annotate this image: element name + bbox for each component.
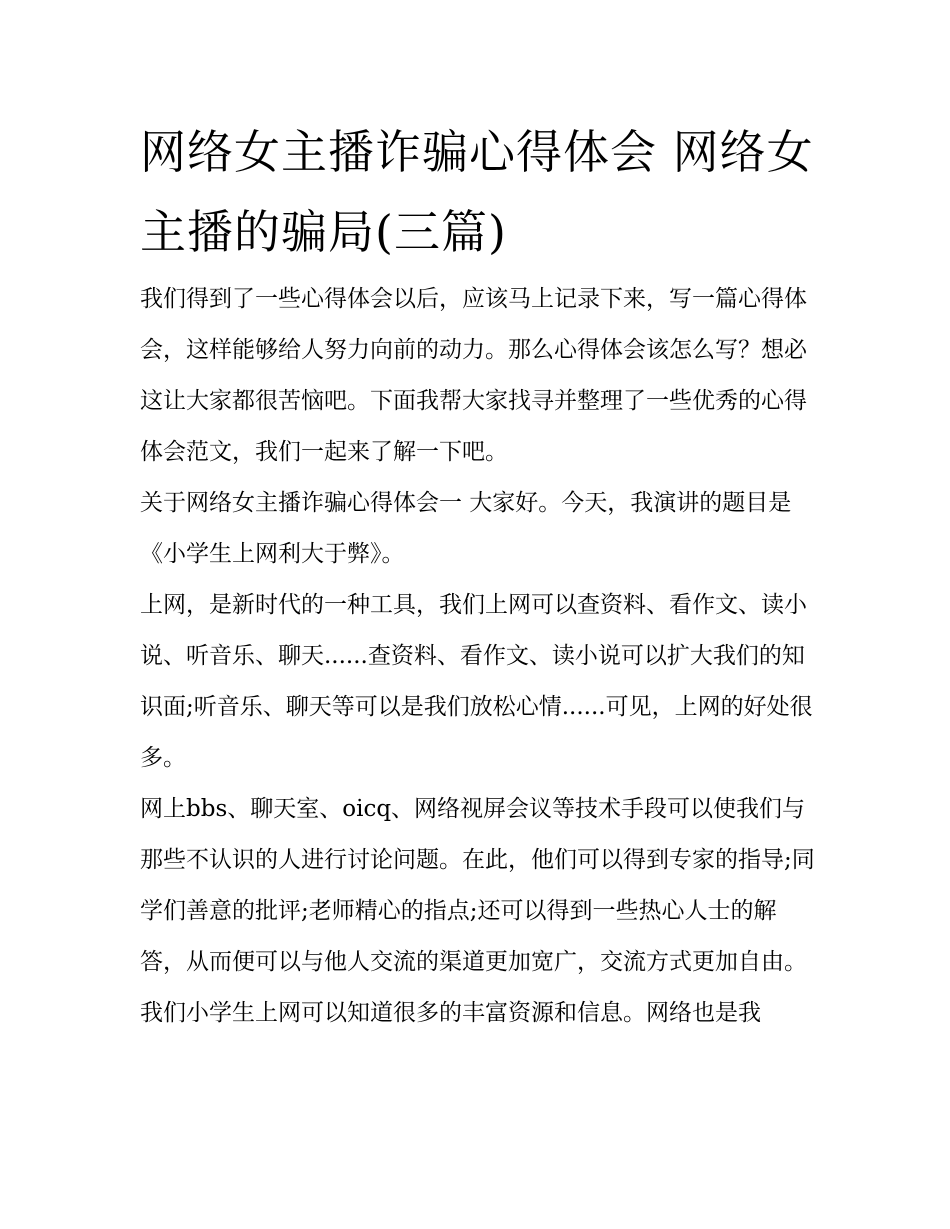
paragraph-speech-opening: 关于网络女主播诈骗心得体会一 大家好。今天，我演讲的题目是《小学生上网利大于弊》。 (140, 490, 792, 567)
document-title: 网络女主播诈骗心得体会 网络女主播的骗局(三篇) (140, 125, 814, 259)
paragraph-internet-benefits: 上网，是新时代的一种工具，我们上网可以查资料、看作文、读小说、听音乐、聊天......查资料、看作文、读小说可以扩大我们的知识面;听音乐、聊天等可以是我们放松心情......可见，上网的好处很多。 (140, 592, 813, 771)
paragraph-resources: 我们小学生上网可以知道很多的丰富资源和信息。网络也是我 (140, 1000, 761, 1026)
paragraph-intro: 我们得到了一些心得体会以后，应该马上记录下来，写一篇心得体会，这样能够给人努力向前的动力。那么心得体会该怎么写？想必这让大家都很苦恼吧。下面我帮大家找寻并整理了一些优秀的心得体会范文，我们一起来了解一下吧。 (140, 286, 807, 465)
paragraph-online-communication: 网上bbs、聊天室、oicq、网络视屏会议等技术手段可以使我们与那些不认识的人进行讨论问题。在此，他们可以得到专家的指导;同学们善意的批评;老师精心的指点;还可以得到一些热心人士的解答，从而便可以与他人交流的渠道更加宽广，交流方式更加自由。 (140, 796, 815, 975)
document-body (140, 274, 820, 1039)
